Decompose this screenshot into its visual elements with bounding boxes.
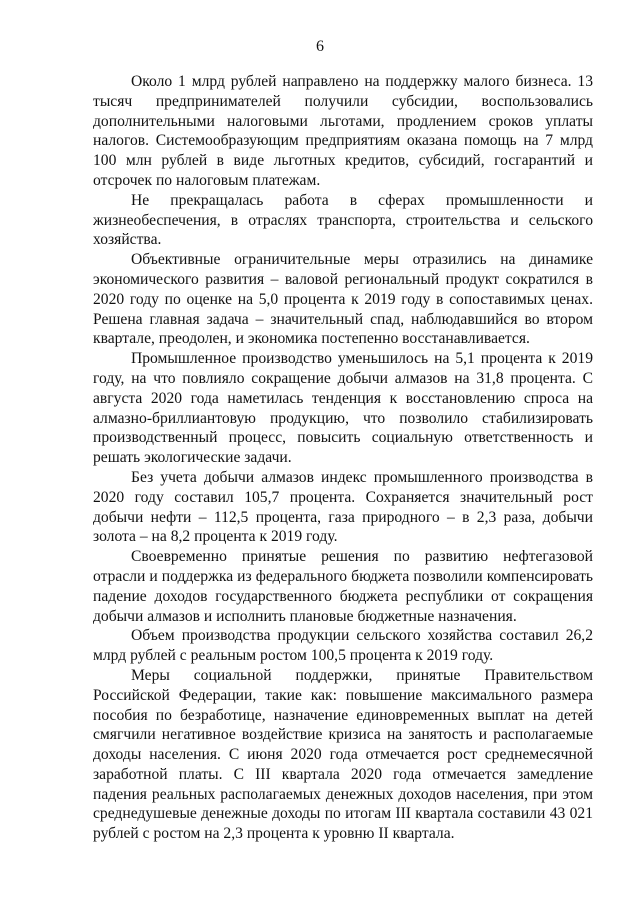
paragraph-industry-work: Не прекращалась работа в сферах промышленности и жизнеобеспечения, в отраслях транспорта, строительства и сельского хозяйства. <box>93 191 593 249</box>
paragraph-agriculture: Объем производства продукции сельского хозяйства составил 26,2 млрд рублей с реальным ростом 100,5 процента к 2019 году. <box>93 627 593 665</box>
paragraph-small-business: Около 1 млрд рублей направлено на поддержку малого бизнеса. 13 тысяч предпринимателей получили субсидии, воспользовались дополнительными налоговыми льготами, продлением сроков уплаты налогов. Системообразующим предприятиям оказана помощь на 7 млрд 100 млн рублей в виде льготных кредитов, субсидий, госгарантий и отсрочек по налоговым платежам. <box>93 73 593 189</box>
paragraph-social-support: Меры социальной поддержки, принятые Правительством Российской Федерации, такие как: повышение максимального размера пособия по безработице, назначение единовременных выплат на детей смягчили негативное воздействие кризиса на занятость и располагаемые доходы населения. С июня 2020 года отмечается рост среднемесячной заработной платы. С III квартала 2020 года отмечается замедление падения реальных располагаемых денежных доходов населения, при этом среднедушевые денежные доходы по итогам III квартала составили 43 021 рублей с ростом на 2,3 процента к уровню II квартала. <box>93 666 593 843</box>
paragraph-production-index: Без учета добычи алмазов индекс промышленного производства в 2020 году составил 105,7 процента. Сохраняется значительный рост добычи нефти – 112,5 процента, газа природного – в 2,3 раза, добычи золота – на 8,2 процента к 2019 году. <box>93 468 593 546</box>
page-number: 6 <box>316 38 324 55</box>
paragraph-industrial-production: Промышленное производство уменьшилось на 5,1 процента к 2019 году, на что повлияло сокращение добычи алмазов на 31,8 процента. С августа 2020 года наметилась тенденция к восстановлению спроса на алмазно-бриллиантовую продукцию, что позволило стабилизировать производственный процесс, повысить социальную ответственность и решать экологические задачи. <box>93 350 593 467</box>
paragraph-grp-dynamics: Объективные ограничительные меры отразились на динамике экономического развития – валовой региональный продукт сократился в 2020 году по оценке на 5,0 процента к 2019 году в сопоставимых ценах. Решена главная задача – значительный спад, наблюдавшийся во втором квартале, преодолен, и экономика постепенно восстанавливается. <box>93 251 593 348</box>
document-body <box>93 72 593 844</box>
paragraph-oil-gas-decisions: Своевременно принятые решения по развитию нефтегазовой отрасли и поддержка из федерального бюджета позволили компенсировать падение доходов государственного бюджета республики от сокращения добычи алмазов и исполнить плановые бюджетные назначения. <box>93 548 593 625</box>
